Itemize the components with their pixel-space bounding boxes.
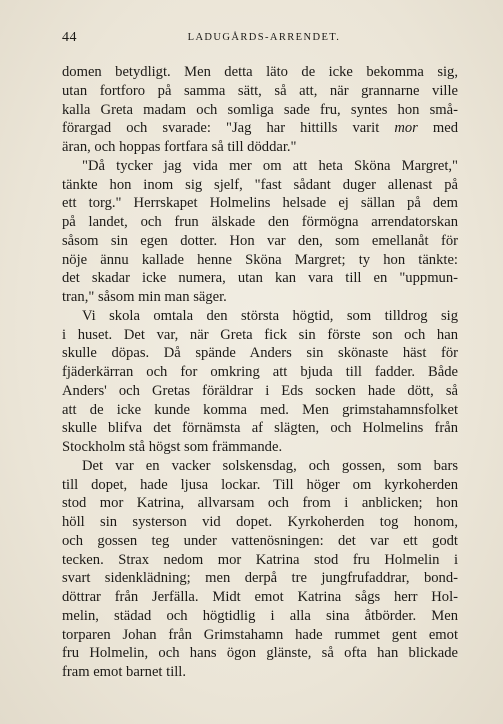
text-line <box>62 419 458 438</box>
text-line <box>62 269 458 288</box>
text-line <box>62 138 458 157</box>
body-text <box>62 63 458 682</box>
text-line <box>62 644 458 663</box>
text-line <box>62 607 458 626</box>
text-line <box>62 532 458 551</box>
text-line <box>62 232 458 251</box>
text-line <box>62 213 458 232</box>
text-line <box>62 494 458 513</box>
line-text: svart sidenklädning; men derpå tre jungfrufaddrar, bond- <box>62 570 458 587</box>
line-text: domen betydligt. Men detta läto de icke bekomma sig, <box>62 64 458 80</box>
text-line <box>62 63 458 82</box>
line-text: förargad och svarade: "Jag har hittills varit <box>62 120 395 137</box>
text-line <box>62 401 458 420</box>
line-text: på landet, och frun älskade den förmögna arrendatorskan <box>62 214 458 230</box>
line-text: såsom sin egen dotter. Hon var den, som emellanåt för <box>62 232 458 249</box>
text-line <box>62 194 458 213</box>
text-line <box>62 513 458 532</box>
line-text: höll sin systerson vid dopet. Kyrkoherden tog honom, <box>62 514 458 530</box>
line-text: Stockholm stå högst som främmande. <box>62 439 283 455</box>
text-line <box>62 101 458 120</box>
line-text: döttrar från Jerfälla. Midt emot Katrina sågs herr Hol- <box>62 589 458 605</box>
line-text: fjäderkärran och for omkring att bjuda till fadder. Både <box>62 364 458 380</box>
line-text: i huset. Det var, när Greta fick sin förste son och han <box>62 326 458 343</box>
text-line <box>62 457 458 476</box>
line-text: "Då tycker jag vida mer om att heta Sköna Margret," <box>82 157 458 174</box>
line-text: till dopet, hade ljusa lockar. Till höger om kyrkoherden <box>62 476 458 493</box>
text-line <box>62 663 458 682</box>
text-line <box>62 382 458 401</box>
text-line <box>62 251 458 270</box>
text-line <box>62 344 458 363</box>
page-number: 44 <box>62 30 77 45</box>
line-text: Vi skola omtala den största högtid, som tilldrog sig <box>82 307 458 324</box>
text-line <box>62 157 458 176</box>
text-line <box>62 569 458 588</box>
line-text: med <box>417 120 459 137</box>
line-text: fru Holmelin, och hans ögon glänste, så ofta han blickade <box>62 645 458 662</box>
text-line <box>62 476 458 495</box>
text-line <box>62 438 458 457</box>
line-text: utan fortforo på samma sätt, så att, när grannarne ville <box>62 82 458 99</box>
line-text: stod mor Katrina, allvarsam och from i anblicken; hon <box>62 495 458 512</box>
text-line <box>62 307 458 326</box>
text-line <box>62 626 458 645</box>
text-line <box>62 588 458 607</box>
text-line <box>62 288 458 307</box>
text-line <box>62 82 458 101</box>
line-text: skulle döpas. Då spände Anders sin skönaste häst för <box>62 345 458 362</box>
line-text: skulle blifva det förnämsta af slägten, och Holmelins från <box>62 420 458 437</box>
line-text: Det var en vacker solskensdag, och gossen, som bars <box>82 457 458 474</box>
line-text: äran, och hoppas fortfara så till döddar." <box>62 139 297 155</box>
text-line <box>62 176 458 195</box>
line-text: kalla Greta madam och somliga sade fru, syntes hon små- <box>62 101 458 118</box>
line-text: nöje ännu kallade henne Sköna Margret; ty hon tänkte: <box>62 251 458 268</box>
line-text: att de icke kunde komma med. Men grimstahamnsfolket <box>62 401 458 418</box>
line-text: det skadar icke numera, utan kan vara till en "uppmun- <box>62 270 458 287</box>
italic-word: mor <box>394 120 418 137</box>
text-line <box>62 119 458 138</box>
text-line <box>62 363 458 382</box>
running-head: LADUGÅRDS-ARRENDET. <box>187 32 341 43</box>
text-line <box>62 326 458 345</box>
line-text: tänkte hon inom sig sjelf, "fast sådant duger allenast på <box>62 176 458 193</box>
line-text: melin, städad och högtidlig i alla sina åtbörder. Men <box>62 607 458 624</box>
line-text: torparen Johan från Grimstahamn hade rummet gent emot <box>62 626 458 643</box>
line-text: och gossen teg under vattenösningen: det var ett godt <box>62 532 458 549</box>
page-header <box>62 30 458 50</box>
line-text: tecken. Strax nedom mor Katrina stod fru Holmelin i <box>62 551 458 568</box>
line-text: tran," såsom min man säger. <box>62 289 227 305</box>
text-line <box>62 551 458 570</box>
line-text: fram emot barnet till. <box>62 664 187 680</box>
line-text: Anders' och Gretas föräldrar i Eds socken hade dött, så <box>62 382 458 399</box>
line-text: ett torg." Herrskapet Holmelins helsade ej sällan på dem <box>62 195 458 212</box>
